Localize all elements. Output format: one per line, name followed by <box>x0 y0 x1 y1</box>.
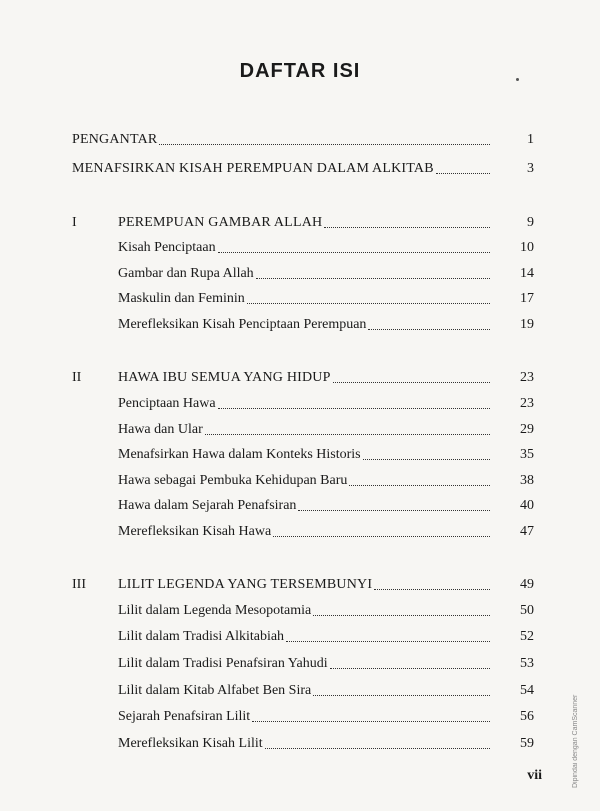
toc-page-number: 35 <box>520 447 534 462</box>
chapter-title: PEREMPUAN GAMBAR ALLAH <box>118 215 323 230</box>
toc-page-number: 59 <box>520 736 534 751</box>
dot-leader <box>159 143 490 145</box>
dot-leader <box>324 226 490 228</box>
chapter-title: LILIT LEGENDA YANG TERSEMBUNYI <box>118 577 373 592</box>
dot-leader <box>313 694 490 696</box>
chapter-number: I <box>72 215 77 230</box>
toc-chapter-3 <box>72 573 534 593</box>
dot-leader <box>298 509 490 511</box>
toc-page-number: 19 <box>520 317 534 332</box>
toc-entry-pengantar <box>72 128 534 148</box>
ink-speck <box>516 78 519 81</box>
toc-section <box>118 705 534 725</box>
section-title: Hawa sebagai Pembuka Kehidupan Baru <box>118 473 348 488</box>
dot-leader <box>273 535 490 537</box>
dot-leader <box>436 172 490 174</box>
section-title: Kisah Penciptaan <box>118 240 216 255</box>
folio-page-number: vii <box>527 768 542 783</box>
toc-section <box>118 652 534 672</box>
toc-page-number: 23 <box>520 370 534 385</box>
toc-section <box>118 494 534 514</box>
section-title: Menafsirkan Hawa dalam Konteks Historis <box>118 447 361 462</box>
section-title: Hawa dan Ular <box>118 422 203 437</box>
toc-page-number: 9 <box>527 215 534 230</box>
toc-page-number: 50 <box>520 603 534 618</box>
toc-page-number: 3 <box>527 161 534 176</box>
section-title: Gambar dan Rupa Allah <box>118 266 254 281</box>
section-title: Penciptaan Hawa <box>118 396 216 411</box>
toc-entry-menafsirkan <box>72 157 534 177</box>
section-title: Merefleksikan Kisah Lilit <box>118 736 263 751</box>
dot-leader <box>256 277 490 279</box>
section-title: Lilit dalam Tradisi Penafsiran Yahudi <box>118 656 328 671</box>
toc-section <box>118 469 534 489</box>
toc-section <box>118 679 534 699</box>
section-title: Hawa dalam Sejarah Penafsiran <box>118 498 297 513</box>
dot-leader <box>330 667 490 669</box>
dot-leader <box>286 640 490 642</box>
toc-page-number: 40 <box>520 498 534 513</box>
dot-leader <box>374 588 490 590</box>
section-title: Merefleksikan Kisah Hawa <box>118 524 272 539</box>
chapter-number: III <box>72 577 86 592</box>
dot-leader <box>247 302 490 304</box>
dot-leader <box>218 407 490 409</box>
toc-entry-title: PENGANTAR <box>72 132 158 147</box>
toc-section <box>118 313 534 333</box>
dot-leader <box>265 747 490 749</box>
toc-section <box>118 287 534 307</box>
chapter-title: HAWA IBU SEMUA YANG HIDUP <box>118 370 331 385</box>
toc-section <box>118 262 534 282</box>
dot-leader <box>333 381 490 383</box>
toc-page-number: 47 <box>520 524 534 539</box>
section-title: Maskulin dan Feminin <box>118 291 245 306</box>
section-title: Lilit dalam Kitab Alfabet Ben Sira <box>118 683 312 698</box>
section-title: Lilit dalam Legenda Mesopotamia <box>118 603 312 618</box>
toc-page-number: 14 <box>520 266 534 281</box>
toc-section <box>118 392 534 412</box>
toc-page-number: 49 <box>520 577 534 592</box>
section-title: Lilit dalam Tradisi Alkitabiah <box>118 629 285 644</box>
dot-leader <box>218 251 490 253</box>
dot-leader <box>205 433 490 435</box>
scanner-watermark: Dipindai dengan CamScanner <box>572 694 579 788</box>
page-title: DAFTAR ISI <box>239 60 361 82</box>
toc-page-number: 23 <box>520 396 534 411</box>
toc-page-number: 54 <box>520 683 534 698</box>
toc-section <box>118 599 534 619</box>
toc-page-number: 38 <box>520 473 534 488</box>
toc-chapter-1 <box>72 211 534 231</box>
toc-section <box>118 236 534 256</box>
dot-leader <box>313 614 490 616</box>
toc-section <box>118 732 534 752</box>
dot-leader <box>363 458 490 460</box>
toc-page-number: 10 <box>520 240 534 255</box>
toc-page-number: 17 <box>520 291 534 306</box>
toc-page-number: 53 <box>520 656 534 671</box>
dot-leader <box>252 720 490 722</box>
toc-page-number: 29 <box>520 422 534 437</box>
toc-section <box>118 418 534 438</box>
section-title: Sejarah Penafsiran Lilit <box>118 709 251 724</box>
section-title: Merefleksikan Kisah Penciptaan Perempuan <box>118 317 367 332</box>
dot-leader <box>368 328 490 330</box>
toc-section <box>118 625 534 645</box>
chapter-number: II <box>72 370 82 385</box>
dot-leader <box>349 484 490 486</box>
toc-page-number: 56 <box>520 709 534 724</box>
toc-page-number: 52 <box>520 629 534 644</box>
toc-entry-title: MENAFSIRKAN KISAH PEREMPUAN DALAM ALKITAB <box>72 161 434 176</box>
toc-section <box>118 443 534 463</box>
toc-section <box>118 520 534 540</box>
toc-page-number: 1 <box>527 132 534 147</box>
toc-chapter-2 <box>72 366 534 386</box>
